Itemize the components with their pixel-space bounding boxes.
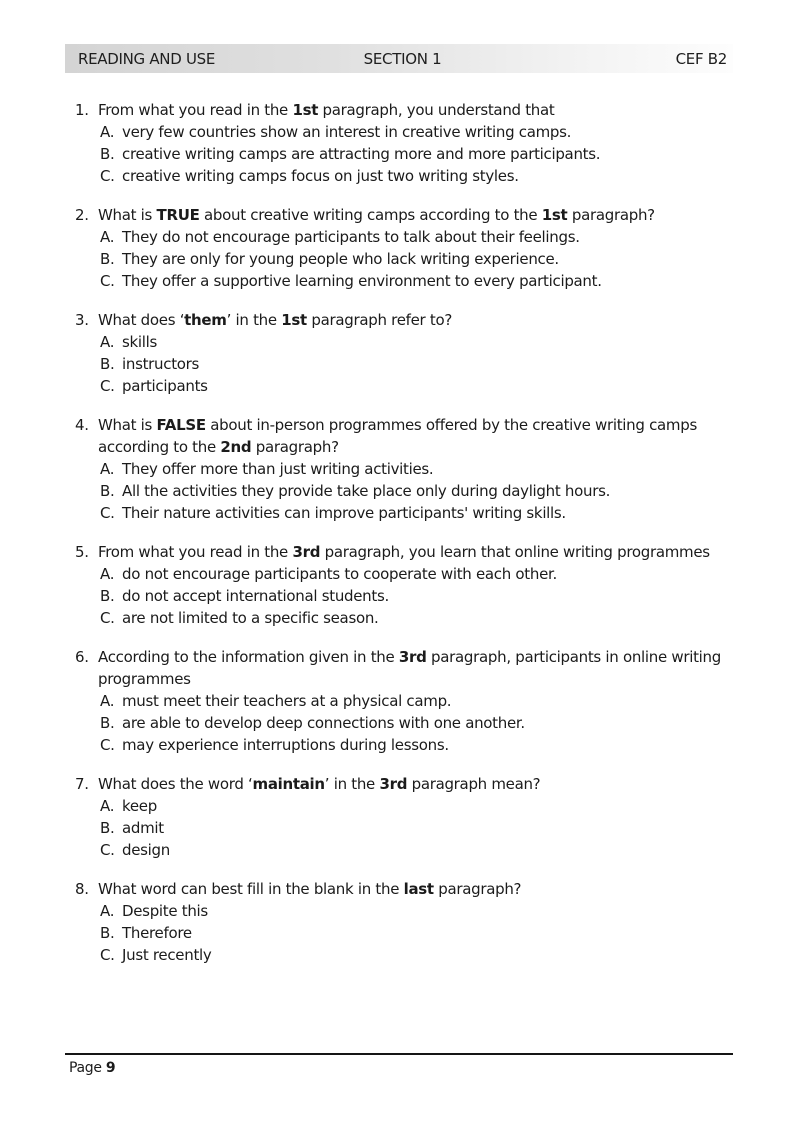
header-level-label: CEF B2 bbox=[675, 49, 727, 68]
option-item bbox=[98, 734, 733, 756]
option-letter: B. bbox=[100, 819, 115, 837]
option-letter: C. bbox=[100, 609, 115, 627]
option-text: admit bbox=[122, 819, 164, 837]
option-letter: C. bbox=[100, 841, 115, 859]
option-text: are not limited to a specific season. bbox=[122, 609, 379, 627]
option-text: skills bbox=[122, 333, 158, 351]
footer-divider bbox=[65, 1053, 733, 1055]
question-body bbox=[98, 878, 733, 966]
option-text: must meet their teachers at a physical camp. bbox=[122, 692, 452, 710]
option-text: keep bbox=[122, 797, 157, 815]
question-body bbox=[98, 99, 733, 187]
page-number-value: 9 bbox=[105, 1060, 116, 1076]
question-body bbox=[98, 541, 733, 629]
option-text: Despite this bbox=[122, 902, 208, 920]
question-number: 8. bbox=[75, 880, 89, 898]
option-text: creative writing camps focus on just two writing styles. bbox=[122, 167, 519, 185]
question-body bbox=[98, 414, 733, 524]
option-letter: B. bbox=[100, 924, 115, 942]
question-item bbox=[65, 541, 733, 629]
option-item bbox=[98, 712, 733, 734]
option-letter: C. bbox=[100, 377, 115, 395]
option-item bbox=[98, 922, 733, 944]
option-letter: C. bbox=[100, 272, 115, 290]
question-prompt: What word can best fill in the blank in the last paragraph? bbox=[98, 880, 522, 898]
option-item bbox=[98, 165, 733, 187]
option-item bbox=[98, 270, 733, 292]
option-text: instructors bbox=[122, 355, 200, 373]
option-letter: B. bbox=[100, 355, 115, 373]
option-text: design bbox=[122, 841, 170, 859]
option-text: are able to develop deep connections with one another. bbox=[122, 714, 525, 732]
question-prompt: From what you read in the 3rd paragraph, you learn that online writing programmes bbox=[98, 543, 710, 561]
option-letter: A. bbox=[100, 333, 115, 351]
option-item bbox=[98, 121, 733, 143]
question-number: 1. bbox=[75, 101, 89, 119]
option-text: very few countries show an interest in creative writing camps. bbox=[122, 123, 572, 141]
question-number: 6. bbox=[75, 648, 89, 666]
question-number: 7. bbox=[75, 775, 89, 793]
option-letter: A. bbox=[100, 797, 115, 815]
option-item bbox=[98, 353, 733, 375]
option-letter: B. bbox=[100, 250, 115, 268]
option-text: do not accept international students. bbox=[122, 587, 389, 605]
question-body bbox=[98, 204, 733, 292]
option-letter: A. bbox=[100, 902, 115, 920]
question-item bbox=[65, 646, 733, 756]
header-bar bbox=[65, 44, 733, 73]
option-text: They are only for young people who lack writing experience. bbox=[122, 250, 559, 268]
question-number: 2. bbox=[75, 206, 89, 224]
option-item bbox=[98, 795, 733, 817]
question-prompt: What is FALSE about in-person programmes offered by the creative writing camps according to the 2nd paragraph? bbox=[98, 416, 697, 456]
question-number: 3. bbox=[75, 311, 89, 329]
question-item bbox=[65, 99, 733, 187]
option-letter: B. bbox=[100, 587, 115, 605]
option-item bbox=[98, 944, 733, 966]
question-prompt: According to the information given in the 3rd paragraph, participants in online writing programmes bbox=[98, 648, 721, 688]
option-item bbox=[98, 502, 733, 524]
page-number bbox=[69, 1058, 115, 1078]
option-item bbox=[98, 607, 733, 629]
question-item bbox=[65, 414, 733, 524]
question-prompt: What is TRUE about creative writing camps according to the 1st paragraph? bbox=[98, 206, 655, 224]
question-prompt: What does the word ‘maintain’ in the 3rd paragraph mean? bbox=[98, 775, 541, 793]
question-prompt: From what you read in the 1st paragraph, you understand that bbox=[98, 101, 555, 119]
header-title: READING AND USE bbox=[78, 49, 216, 68]
page-label: Page bbox=[69, 1060, 102, 1076]
option-text: creative writing camps are attracting more and more participants. bbox=[122, 145, 601, 163]
option-letter: B. bbox=[100, 482, 115, 500]
option-letter: A. bbox=[100, 123, 115, 141]
option-text: Their nature activities can improve participants' writing skills. bbox=[122, 504, 566, 522]
option-item bbox=[98, 143, 733, 165]
question-number: 4. bbox=[75, 416, 89, 434]
option-letter: B. bbox=[100, 714, 115, 732]
option-text: may experience interruptions during lessons. bbox=[122, 736, 449, 754]
header-section-label: SECTION 1 bbox=[363, 49, 442, 68]
question-item bbox=[65, 309, 733, 397]
option-text: Just recently bbox=[122, 946, 212, 964]
option-item bbox=[98, 375, 733, 397]
option-text: participants bbox=[122, 377, 208, 395]
option-letter: B. bbox=[100, 145, 115, 163]
question-item bbox=[65, 204, 733, 292]
option-text: They offer more than just writing activities. bbox=[122, 460, 434, 478]
question-body bbox=[98, 773, 733, 861]
question-list bbox=[65, 99, 733, 983]
option-item bbox=[98, 690, 733, 712]
option-letter: C. bbox=[100, 167, 115, 185]
question-body bbox=[98, 309, 733, 397]
option-item bbox=[98, 226, 733, 248]
option-item bbox=[98, 817, 733, 839]
option-text: All the activities they provide take place only during daylight hours. bbox=[122, 482, 611, 500]
option-item bbox=[98, 458, 733, 480]
option-letter: A. bbox=[100, 565, 115, 583]
question-body bbox=[98, 646, 733, 756]
option-item bbox=[98, 248, 733, 270]
option-letter: C. bbox=[100, 946, 115, 964]
option-item bbox=[98, 563, 733, 585]
option-item bbox=[98, 585, 733, 607]
option-letter: A. bbox=[100, 460, 115, 478]
question-item bbox=[65, 773, 733, 861]
option-text: They do not encourage participants to talk about their feelings. bbox=[122, 228, 580, 246]
option-letter: C. bbox=[100, 504, 115, 522]
option-letter: A. bbox=[100, 692, 115, 710]
option-item bbox=[98, 839, 733, 861]
option-text: do not encourage participants to cooperate with each other. bbox=[122, 565, 557, 583]
question-prompt: What does ‘them’ in the 1st paragraph refer to? bbox=[98, 311, 452, 329]
option-item bbox=[98, 480, 733, 502]
option-letter: C. bbox=[100, 736, 115, 754]
option-item bbox=[98, 331, 733, 353]
option-text: They offer a supportive learning environment to every participant. bbox=[122, 272, 602, 290]
question-number: 5. bbox=[75, 543, 89, 561]
option-item bbox=[98, 900, 733, 922]
question-item bbox=[65, 878, 733, 966]
option-text: Therefore bbox=[122, 924, 192, 942]
option-letter: A. bbox=[100, 228, 115, 246]
